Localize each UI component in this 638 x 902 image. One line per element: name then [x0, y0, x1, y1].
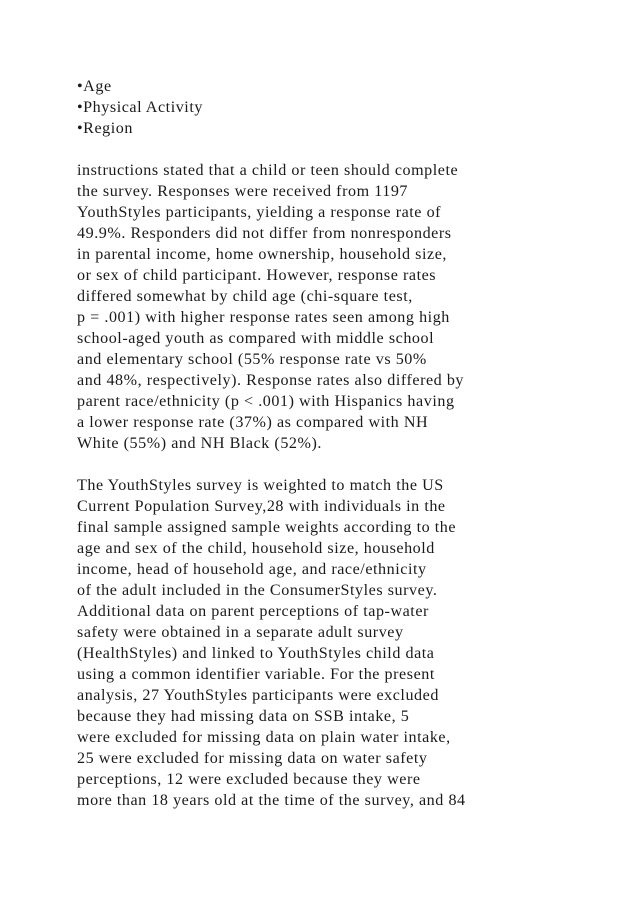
paragraph-1: [77, 160, 617, 454]
text-line: a lower response rate (37%) as compared with NH: [77, 414, 429, 431]
text-line: using a common identifier variable. For the present: [77, 666, 435, 683]
paragraph-2: [77, 475, 617, 811]
text-line: The YouthStyles survey is weighted to match the US: [77, 477, 444, 494]
text-line: (HealthStyles) and linked to YouthStyles child data: [77, 645, 435, 662]
text-line: final sample assigned sample weights according to the: [77, 519, 457, 536]
text-line: in parental income, home ownership, household size,: [77, 246, 447, 263]
text-line: 25 were excluded for missing data on water safety: [77, 750, 428, 767]
bullet-item: •Age: [77, 78, 112, 95]
text-line: instructions stated that a child or teen should complete: [77, 162, 459, 179]
text-line: perceptions, 12 were excluded because they were: [77, 771, 421, 788]
text-line: school-aged youth as compared with middle school: [77, 330, 435, 347]
text-line: of the adult included in the ConsumerStyles survey.: [77, 582, 438, 599]
paragraph-spacer: [77, 454, 617, 475]
bullet-item: •Physical Activity: [77, 99, 203, 116]
text-line: p = .001) with higher response rates seen among high: [77, 309, 450, 326]
paragraph-spacer: [77, 139, 617, 160]
text-line: YouthStyles participants, yielding a response rate of: [77, 204, 442, 221]
text-line: and elementary school (55% response rate vs 50%: [77, 351, 427, 368]
text-line: Current Population Survey,28 with individuals in the: [77, 498, 446, 515]
text-line: parent race/ethnicity (p < .001) with Hispanics having: [77, 393, 455, 410]
text-line: differed somewhat by child age (chi-square test,: [77, 288, 413, 305]
text-line: White (55%) and NH Black (52%).: [77, 435, 322, 452]
text-line: and 48%, respectively). Response rates also differed by: [77, 372, 465, 389]
text-line: the survey. Responses were received from 1197: [77, 183, 409, 200]
text-line: 49.9%. Responders did not differ from nonresponders: [77, 225, 452, 242]
text-line: safety were obtained in a separate adult survey: [77, 624, 404, 641]
text-line: Additional data on parent perceptions of tap-water: [77, 603, 429, 620]
text-line: age and sex of the child, household size, household: [77, 540, 435, 557]
document-text: [77, 76, 617, 811]
text-line: were excluded for missing data on plain water intake,: [77, 729, 451, 746]
text-line: analysis, 27 YouthStyles participants were excluded: [77, 687, 439, 704]
bullet-item: •Region: [77, 120, 133, 137]
bullet-list: [77, 76, 617, 139]
text-line: income, head of household age, and race/ethnicity: [77, 561, 427, 578]
text-line: more than 18 years old at the time of the survey, and 84: [77, 792, 466, 809]
text-line: or sex of child participant. However, response rates: [77, 267, 437, 284]
text-line: because they had missing data on SSB intake, 5: [77, 708, 410, 725]
